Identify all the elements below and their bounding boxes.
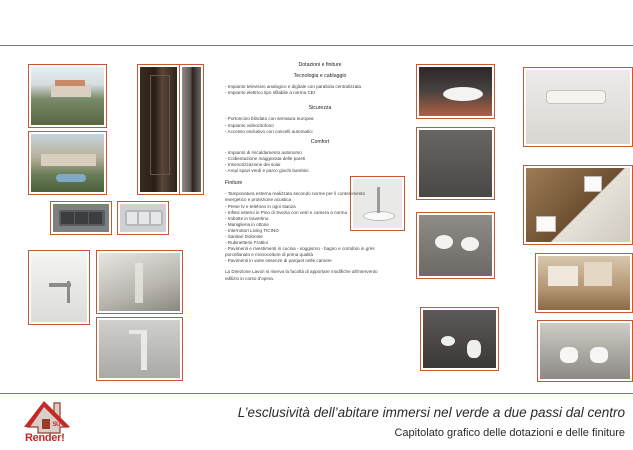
photo-shower [96, 250, 183, 314]
spec-sheet [225, 62, 415, 282]
spec-item: - Impianto di riscaldamento autonomo [225, 149, 302, 155]
photo-wood-floor [535, 253, 633, 313]
brand-mark: SU [52, 422, 61, 429]
photo-bathroom-dark [420, 307, 499, 371]
photo-door-dark [137, 64, 180, 195]
section-heading-tech: Tecnologia e cablaggio [293, 73, 347, 80]
spec-item: - Rubinetterie Frattini [225, 240, 268, 246]
section-heading-comfort: Comfort [310, 138, 330, 145]
photo-wc [416, 212, 495, 279]
spec-item: - Maniglieria in ottone [225, 221, 269, 227]
photo-bath-faucet [28, 250, 90, 325]
spec-item: - Sanitari Dolomite [225, 233, 263, 239]
spec-item: porcellanato e monocotture di prima qualità [225, 252, 314, 258]
photo-tall-faucet [96, 317, 183, 381]
bottom-divider [0, 393, 633, 394]
photo-switch-silver [117, 201, 169, 235]
spec-item: - Interruttori Living TICINO [225, 227, 279, 233]
spec-item: - Imbotte in travertino [225, 215, 269, 221]
photo-grey-floor [416, 127, 495, 200]
photo-switch-black [50, 201, 112, 235]
spec-item: - Prese tv e telefono in ogni stanza [225, 203, 296, 209]
photo-bidet [537, 320, 633, 382]
disclaimer-line: La Direzione Lavori si riserva la facoltà di apportare modifiche all'intervento [225, 269, 378, 275]
top-divider [0, 45, 633, 46]
section-heading-security: Sicurezza [308, 105, 332, 112]
disclaimer-line: edilizio in corso d'opera. [225, 275, 275, 281]
spec-item: - Insonorizzazione dei solai [225, 162, 281, 168]
photo-parquet [523, 165, 633, 245]
spec-item: - Accesso esclusivo con cancelli automatici [225, 128, 313, 134]
spec-item: - Infissi esterni in Pino di Svezia con vetri e camera a norma [225, 209, 348, 215]
spec-item: - Coibentazione maggiorata delle pareti [225, 155, 306, 161]
photo-light-floor [523, 67, 633, 147]
spec-item: - Tamponatura esterna realizzata secondo norme per il contenimento [225, 191, 366, 197]
spec-item: - Portoncino blindato con serratura europea [225, 116, 314, 122]
brand-logo-text [25, 422, 72, 444]
footer-subtitle: Capitolato grafico delle dotazioni e delle finiture [394, 427, 625, 439]
brand-name: Render! [25, 432, 65, 444]
spec-item: - Pavimenti e rivestimenti in cucina - soggiorno - bagno e corridoio in grès [225, 246, 375, 252]
footer-tagline: L’esclusività dell’abitare immersi nel verde a due passi dal centro [237, 405, 625, 420]
photo-door-room [180, 64, 204, 195]
spec-item: - Impianto televisivo analogico e digitale con parabola centralizzata [225, 84, 362, 90]
section-heading-finishes: Finiture [225, 180, 243, 187]
spec-item: - Impianto elettrico tipo sfilabile a norma CEI [225, 90, 316, 96]
spec-item: energetico e protezione acustica [225, 197, 292, 203]
spec-item: - Impianto videocitofono [225, 122, 274, 128]
photo-washbasin [416, 64, 495, 119]
spec-title: Dotazioni e finiture [298, 62, 342, 68]
photo-villa-hillside [28, 64, 107, 128]
photo-villa-pool [28, 131, 107, 195]
spec-item: - Pavimenti in varie essenze di parquet nelle camere [225, 258, 332, 264]
spec-item: - Ampi spazi verdi e parco giochi bambini [225, 168, 309, 174]
